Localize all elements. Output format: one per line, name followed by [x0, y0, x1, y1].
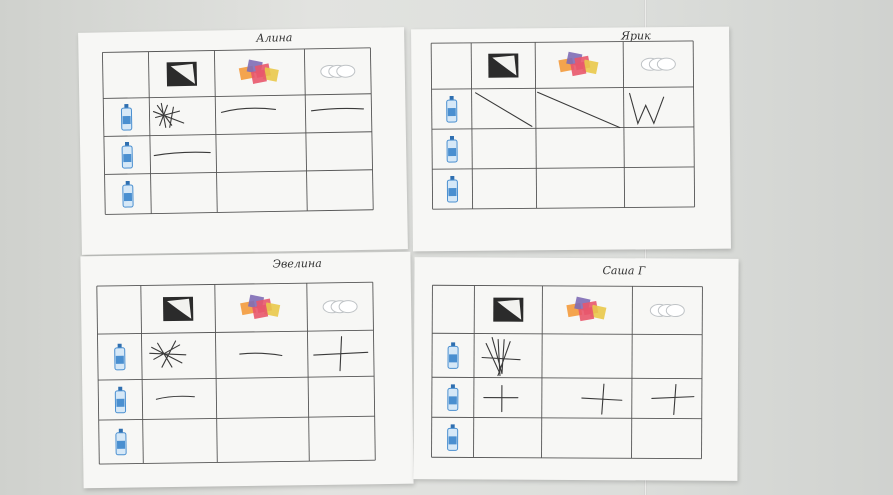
pencil-mark	[240, 353, 282, 356]
worksheet-drawing	[413, 257, 738, 481]
sponges-icon	[566, 297, 606, 322]
pencil-mark	[582, 384, 622, 414]
worksheet-sasha-g	[413, 257, 738, 481]
bottle-icon	[115, 344, 125, 370]
worksheet-drawing	[411, 27, 731, 252]
pencil-mark	[538, 92, 620, 129]
worksheet-drawing	[80, 252, 413, 489]
bottle-icon	[447, 176, 457, 202]
child-name-evelina: Эвелина	[272, 256, 322, 271]
bottle-icon	[448, 424, 458, 450]
pencil-marks	[482, 338, 694, 415]
worksheet-yarik	[411, 27, 731, 252]
cotton-pads-icon	[323, 300, 357, 312]
pencil-mark	[652, 384, 694, 414]
bottle-icon	[448, 342, 458, 368]
pencil-marks	[476, 91, 664, 129]
bottle-icon	[448, 384, 458, 410]
bottle-icon	[123, 181, 133, 207]
napkin-icon	[167, 62, 197, 87]
pencil-marks	[153, 100, 364, 156]
worksheet-drawing	[78, 27, 408, 255]
sponges-icon	[239, 59, 279, 84]
pencil-mark	[221, 108, 275, 113]
pencil-mark	[153, 103, 183, 128]
cotton-pads-icon	[321, 65, 355, 78]
bottle-icon	[447, 96, 457, 122]
child-name-alina: Алина	[256, 31, 293, 45]
pencil-mark	[154, 152, 210, 156]
sponges-icon	[558, 51, 598, 76]
pencil-mark	[311, 108, 363, 111]
pencil-mark	[476, 92, 532, 126]
bottle-icon	[116, 429, 126, 455]
bottle-icon	[121, 104, 131, 130]
pencil-marks	[150, 336, 369, 399]
pencil-mark	[482, 338, 520, 376]
pencil-mark	[314, 336, 368, 371]
bottle-icon	[122, 142, 132, 168]
napkin-icon	[488, 53, 518, 77]
worksheet-evelina	[80, 252, 413, 489]
worksheet-alina	[78, 27, 408, 255]
pencil-mark	[484, 386, 518, 412]
cotton-pads-icon	[641, 58, 675, 70]
bottle-icon	[447, 136, 457, 162]
napkin-icon	[493, 298, 523, 322]
pencil-mark	[156, 396, 194, 399]
pencil-mark	[150, 341, 186, 368]
sponges-icon	[240, 294, 280, 319]
bottle-icon	[115, 387, 125, 413]
pencil-mark	[630, 93, 664, 123]
child-name-yarik: Ярик	[621, 29, 651, 43]
napkin-icon	[163, 297, 193, 321]
child-name-sasha-g: Саша Г	[602, 264, 646, 278]
cotton-pads-icon	[650, 304, 684, 316]
